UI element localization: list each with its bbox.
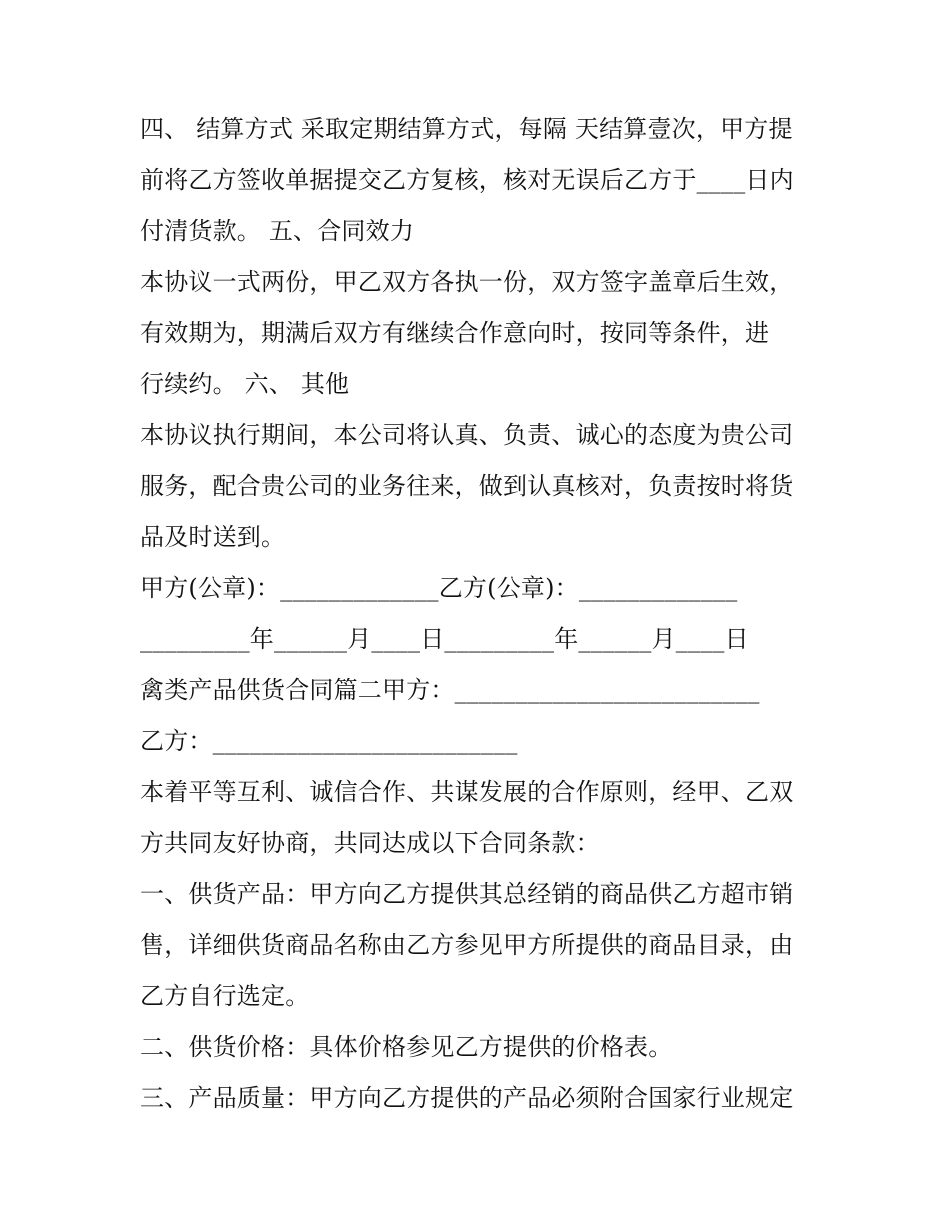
- text-line: 乙方自行选定。: [140, 982, 310, 1010]
- section-heading: 禽类产品供货合同篇二甲方：_________________________: [140, 676, 760, 704]
- text-line: 一、供货产品：甲方向乙方提供其总经销的商品供乙方超市销: [140, 880, 794, 908]
- text-line: 品及时送到。: [140, 523, 286, 551]
- signature-line: 甲方(公章)：_____________乙方(公章)：_____________: [140, 574, 738, 602]
- text-line: 三、产品质量：甲方向乙方提供的产品必须附合国家行业规定: [140, 1084, 794, 1112]
- text-line: 本协议一式两份，甲乙双方各执一份，双方签字盖章后生效，: [140, 268, 794, 296]
- text-line: 二、供货价格：具体价格参见乙方提供的价格表。: [140, 1033, 673, 1061]
- text-line: 前将乙方签收单据提交乙方复核，核对无误后乙方于____日内: [140, 166, 794, 194]
- text-line: 售，详细供货商品名称由乙方参见甲方所提供的商品目录，由: [140, 931, 794, 959]
- text-line: 乙方：_________________________: [140, 727, 518, 755]
- text-line: 本协议执行期间，本公司将认真、负责、诚心的态度为贵公司: [140, 421, 794, 449]
- text-line: 四、 结算方式 采取定期结算方式，每隔 天结算壹次，甲方提: [140, 115, 793, 143]
- text-line: 行续约。 六、 其他: [140, 370, 350, 398]
- text-line: 服务，配合贵公司的业务往来，做到认真核对，负责按时将货: [140, 472, 794, 500]
- text-line: 付清货款。 五、合同效力: [140, 217, 415, 245]
- text-line: 有效期为，期满后双方有继续合作意向时，按同等条件，进: [140, 319, 770, 347]
- text-line: 本着平等互利、诚信合作、共谋发展的合作原则，经甲、乙双: [140, 778, 794, 806]
- text-line: 方共同友好协商，共同达成以下合同条款：: [140, 829, 600, 857]
- date-line: _________年______月____日_________年______月____日: [140, 625, 749, 653]
